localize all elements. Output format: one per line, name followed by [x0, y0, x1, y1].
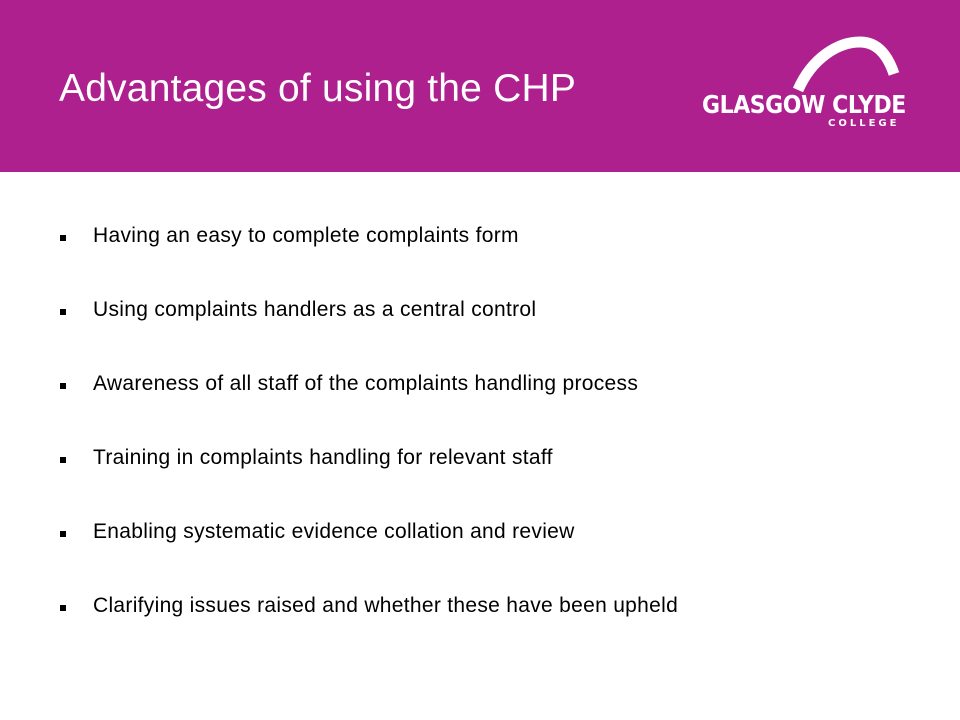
logo-text-glasgow-clyde: GLASGOW CLYDE — [702, 90, 906, 119]
bullet-square-icon — [60, 235, 66, 241]
header-band — [0, 0, 960, 172]
logo-text-college: COLLEGE — [828, 118, 900, 129]
list-item — [58, 588, 678, 662]
slide-title: Advantages of using the CHP — [59, 67, 577, 110]
bullet-square-icon — [60, 605, 66, 611]
arc-icon — [690, 34, 920, 94]
bullet-text: Awareness of all staff of the complaints handling process — [93, 372, 639, 395]
bullet-square-icon — [60, 383, 66, 389]
bullet-text: Having an easy to complete complaints form — [93, 224, 519, 247]
bullet-text: Clarifying issues raised and whether these have been upheld — [93, 594, 679, 617]
list-item — [58, 218, 678, 292]
bullet-square-icon — [60, 457, 66, 463]
bullet-text: Enabling systematic evidence collation and review — [93, 520, 575, 543]
list-item — [58, 440, 678, 514]
bullet-square-icon — [60, 531, 66, 537]
bullet-text: Using complaints handlers as a central control — [93, 298, 537, 321]
college-logo — [690, 34, 920, 134]
list-item — [58, 292, 678, 366]
bullet-square-icon — [60, 309, 66, 315]
list-item — [58, 366, 678, 440]
list-item — [58, 514, 678, 588]
bullet-list — [58, 218, 678, 662]
bullet-text: Training in complaints handling for relevant staff — [93, 446, 553, 469]
